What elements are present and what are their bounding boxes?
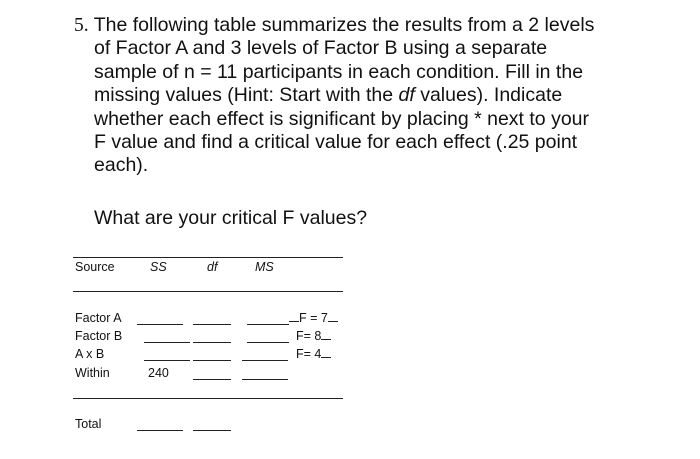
ms-blank-factor-b[interactable] xyxy=(247,342,289,343)
header-ms: MS xyxy=(255,260,274,274)
question-text xyxy=(74,14,674,178)
question-line-7: each). xyxy=(94,154,149,177)
df-blank-within[interactable] xyxy=(193,379,231,380)
table-top-rule xyxy=(73,257,343,258)
row-source-factor-a: Factor A xyxy=(75,311,122,325)
ms-blank-factor-a[interactable] xyxy=(247,324,289,325)
ss-value-within: 240 xyxy=(148,366,169,380)
ms-blank-axb[interactable] xyxy=(242,360,288,361)
header-source: Source xyxy=(75,260,115,274)
df-blank-axb[interactable] xyxy=(193,360,231,361)
row-source-within: Within xyxy=(75,366,110,380)
ms-blank-within[interactable] xyxy=(242,379,288,380)
question-line-4: missing values (Hint: Start with the df values). Indicate xyxy=(94,84,563,107)
row-source-axb: A x B xyxy=(75,347,105,361)
row-source-total: Total xyxy=(75,417,102,431)
ss-blank-factor-a[interactable] xyxy=(137,324,183,325)
df-blank-factor-b[interactable] xyxy=(193,342,231,343)
critical-values-prompt: What are your critical F values? xyxy=(94,207,368,229)
question-line-5: whether each effect is significant by placing * next to your xyxy=(94,107,590,130)
question-line-6: F value and find a critical value for each effect (.25 point xyxy=(94,131,578,154)
ss-blank-factor-b[interactable] xyxy=(144,342,190,343)
question-number: 5. xyxy=(74,15,89,36)
table-bottom-rule xyxy=(73,398,343,399)
question-line-3: sample of n = 11 participants in each condition. Fill in the xyxy=(94,60,584,83)
ss-blank-total[interactable] xyxy=(137,430,183,431)
f-value-factor-a: F = 7 xyxy=(289,311,338,325)
ss-blank-axb[interactable] xyxy=(144,360,190,361)
table-header-rule xyxy=(73,291,343,292)
f-value-factor-b: F= 8 xyxy=(296,329,331,343)
header-df: df xyxy=(207,260,218,274)
header-ss: SS xyxy=(150,260,167,274)
question-line-2: of Factor A and 3 levels of Factor B using a separate xyxy=(94,37,548,60)
df-blank-total[interactable] xyxy=(193,430,231,431)
row-source-factor-b: Factor B xyxy=(75,329,123,343)
question-line-1: 5. The following table summarizes the results from a 2 levels xyxy=(74,14,595,36)
df-blank-factor-a[interactable] xyxy=(193,324,231,325)
f-value-axb: F= 4 xyxy=(296,347,331,361)
